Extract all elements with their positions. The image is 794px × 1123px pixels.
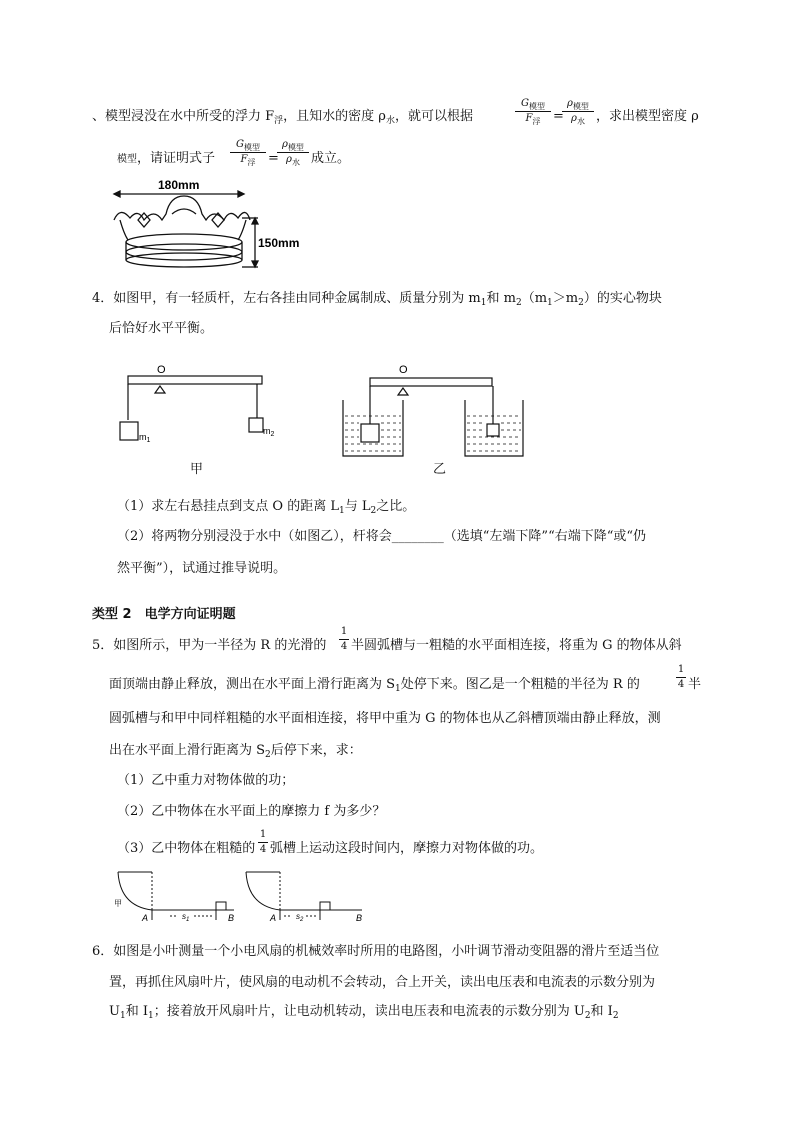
fig5-a-label-1: A — [142, 913, 149, 923]
q5-line2: 面顶端由静止释放，测出在水平面上滑行距离为 $S_1$处停下来。图乙是一个粗糙的半径为 R 的 — [109, 677, 640, 694]
q3-line1-end: ，求出模型密度 ρ — [596, 109, 699, 124]
q6-line3: $U_1$和 $I_1$；接着放开风扇叶片，让电动机转动，读出电压表和电流表的示数分别为 $U_2$和 $I_2$ — [109, 1004, 619, 1021]
q4-sub1: （1）求左右悬挂点到支点 O 的距离 $L_1$与 $L_2$之比。 — [117, 499, 416, 516]
figure-caption-yi: 乙 — [433, 462, 447, 477]
height-label: 150mm — [258, 236, 300, 250]
formula-g-over-f: $G_{模型}$ $F_浮$ — [515, 98, 551, 125]
fig5-a-label-2: A — [270, 913, 277, 923]
equals-sign: = — [553, 109, 564, 124]
fraction-quarter-3: 1 4 — [259, 829, 267, 855]
q5-line4: 出在水平面上滑行距离为 $S_2$后停下来，求： — [109, 743, 362, 760]
pivot-label-yi: O — [399, 364, 408, 376]
fig5-jia-label: 甲 — [114, 899, 122, 908]
q3-line2-end: 成立。 — [311, 151, 351, 166]
q5-line2-end: 半 — [688, 677, 702, 692]
q4-sub2-line2: 然平衡”），试通过推导说明。 — [117, 561, 287, 576]
lever-figure-yi — [335, 360, 535, 460]
formula2-g-over-f: $G_{模型}$ $F_浮$ — [230, 139, 266, 166]
q3-line2: 模型，请证明式子 — [117, 151, 216, 166]
fraction-quarter-2: 1 4 — [677, 664, 685, 690]
q3-line1: 、模型浸没在水中所受的浮力 $F_浮$，且知水的密度 $\rho_水$，就可以根据 — [92, 109, 473, 126]
fig5-b-label-2: B — [356, 913, 363, 923]
fig5-s2-label: $s_2$ — [296, 912, 304, 923]
arc-slope-figures — [112, 868, 372, 926]
q6-line1: 6．如图是小叶测量一个小电风扇的机械效率时所用的电路图，小叶调节滑动变阻器的滑片至适当位 — [92, 944, 660, 959]
width-label: 180mm — [158, 178, 200, 192]
q5-line1: 5．如图所示，甲为一半径为 R 的光滑的 — [92, 638, 327, 653]
formula-rho-ratio: $\rho_{模型}$ $\rho_水$ — [562, 98, 594, 125]
lever-figure-jia — [115, 360, 295, 450]
m1-label: $m_1$ — [139, 432, 151, 444]
q4-line1: 4．如图甲，有一轻质杆，左右各挂由同种金属制成、质量分别为 $m_1$和 $m_2(m_1>m_2)$的实心物块 — [92, 291, 662, 308]
pivot-label-jia: O — [157, 364, 166, 376]
q5-sub2: （2）乙中物体在水平面上的摩擦力 f 为多少？ — [117, 804, 386, 819]
q5-sub3-start: （3）乙中物体在粗糙的 — [117, 841, 256, 856]
q6-line2: 置，再抓住风扇叶片，使风扇的电动机不会转动，合上开关，读出电压表和电流表的示数分别为 — [109, 975, 656, 990]
fraction-quarter-1: 1 4 — [340, 626, 348, 652]
q5-sub3-end: 弧槽上运动这段时间内，摩擦力对物体做的功。 — [270, 841, 544, 856]
crown-model-figure — [100, 178, 310, 273]
fig5-s1-label: $s_1$ — [182, 912, 190, 923]
fig5-b-label-1: B — [228, 913, 235, 923]
m2-label: $m_2$ — [263, 426, 275, 438]
q5-line3: 圆弧槽与和甲中同样粗糙的水平面相连接，将甲中重为 G 的物体也从乙斜槽顶端由静止释放，测 — [109, 711, 661, 726]
q4-line2: 后恰好水平平衡。 — [109, 321, 214, 336]
section-heading-type2: 类型 2 电学方向证明题 — [92, 607, 236, 622]
formula2-rho-ratio: $\rho_{模型}$ $\rho_水$ — [277, 139, 309, 166]
equals-sign-2: = — [268, 151, 279, 166]
q5-line1-end: 半圆弧槽与一粗糙的水平面相连接，将重为 G 的物体从斜 — [351, 638, 682, 653]
figure-caption-jia: 甲 — [190, 462, 204, 477]
q4-sub2-line1: （2）将两物分别浸没于水中（如图乙），杆将会________（选填“左端下降”“右端下降“或“仍 — [117, 529, 647, 544]
q5-sub1: （1）乙中重力对物体做的功； — [117, 773, 295, 788]
